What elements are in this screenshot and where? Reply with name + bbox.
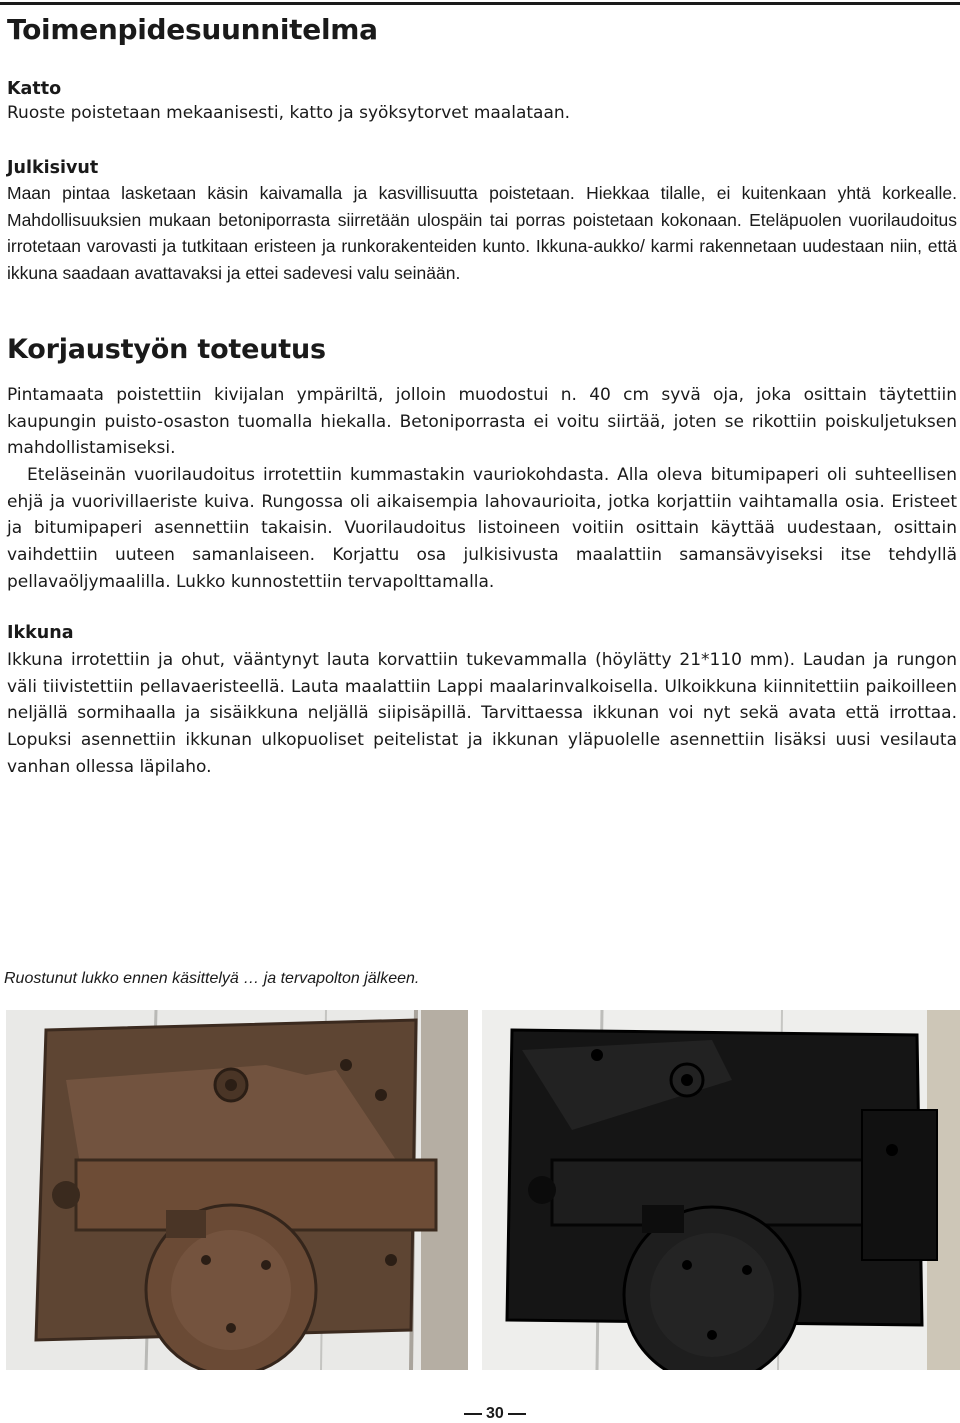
page-number-dash-left bbox=[464, 1413, 482, 1415]
page-number bbox=[460, 1405, 530, 1423]
top-rule bbox=[0, 2, 960, 5]
page-title: Toimenpidesuunnitelma bbox=[7, 13, 378, 46]
photo-rusty-lock bbox=[6, 1010, 468, 1370]
text-ikkuna: Ikkuna irrotettiin ja ohut, vääntynyt lauta korvattiin tukevammalla (höylätty 21*110 mm). Laudan ja rungon väli tiivistettiin pellavaeristeellä. Lauta maalattiin Lappi maalarinvalkoisella. Ulkoikkuna kiinnitettiin paikoilleen neljällä sormihaalla ja sisäikkuna neljällä siipisäpillä. Tarvittaessa ikkunan voi nyt sekä avata että irrottaa. Lopuksi asennettiin ikkunan ulkopuoliset peitelistat ja ikkunan yläpuolelle asennettiin lisäksi uusi vesilauta vanhan ollessa läpilaho. bbox=[7, 650, 957, 777]
text-katto: Ruoste poistetaan mekaanisesti, katto ja syöksytorvet maalataan. bbox=[7, 103, 571, 123]
heading-katto: Katto bbox=[7, 79, 62, 99]
heading-julkisivut: Julkisivut bbox=[7, 158, 99, 178]
page-number-dash-right bbox=[508, 1413, 526, 1415]
photo-tarred-lock bbox=[482, 1010, 960, 1370]
text-toteutus-1: Pintamaata poistettiin kivijalan ympäriltä, jolloin muodostui n. 40 cm syvä oja, joka osittain täytettiin kaupungin puisto-osaston tuomalla hiekalla. Betoniporrasta ei voitu siirtää, joten se rikottiin poiskuljetuksen mahdollistamiseksi. bbox=[7, 385, 957, 459]
photo-caption: Ruostunut lukko ennen käsittelyä … ja tervapolton jälkeen. bbox=[4, 970, 420, 987]
page-number-value: 30 bbox=[486, 1405, 504, 1422]
text-toteutus-2: Eteläseinän vuorilaudoitus irrotettiin kummastakin vauriokohdasta. Alla oleva bitumipaperi oli suhteellisen ehjä ja vuorivillaeriste kuiva. Rungossa oli aikaisempia lahovaurioita, jotka korjattiin vaihtamalla osia. Eristeet ja bitumipaperi asennettiin takaisin. Vuorilaudoitus listoineen voitiin osittain käyttää uudestaan, osittain vaihdettiin uuteen samanlaiseen. Korjattu osa julkisivusta maalattiin samansävyiseksi itse tehdyllä pellavaöljymaalilla. Lukko kunnostettiin tervapolttamalla. bbox=[7, 465, 957, 592]
heading-ikkuna: Ikkuna bbox=[7, 623, 74, 643]
section-title: Korjaustyön toteutus bbox=[7, 334, 326, 365]
text-julkisivut: Maan pintaa lasketaan käsin kaivamalla ja kasvillisuutta poistetaan. Hiekkaa tilalle, ei kuitenkaan yhtä korkealle. Mahdollisuuksien mukaan betoniporrasta siirretään ulospäin tai porras poistetaan kokonaan. Eteläpuolen vuorilaudoitus irrotetaan varovasti ja tutkitaan eristeen ja runkorakenteiden kunto. Ikkuna-aukko/ karmi rakennetaan uudestaan niin, että ikkuna saadaan avattavaksi ja ettei sadevesi valu seinään. bbox=[7, 183, 957, 283]
